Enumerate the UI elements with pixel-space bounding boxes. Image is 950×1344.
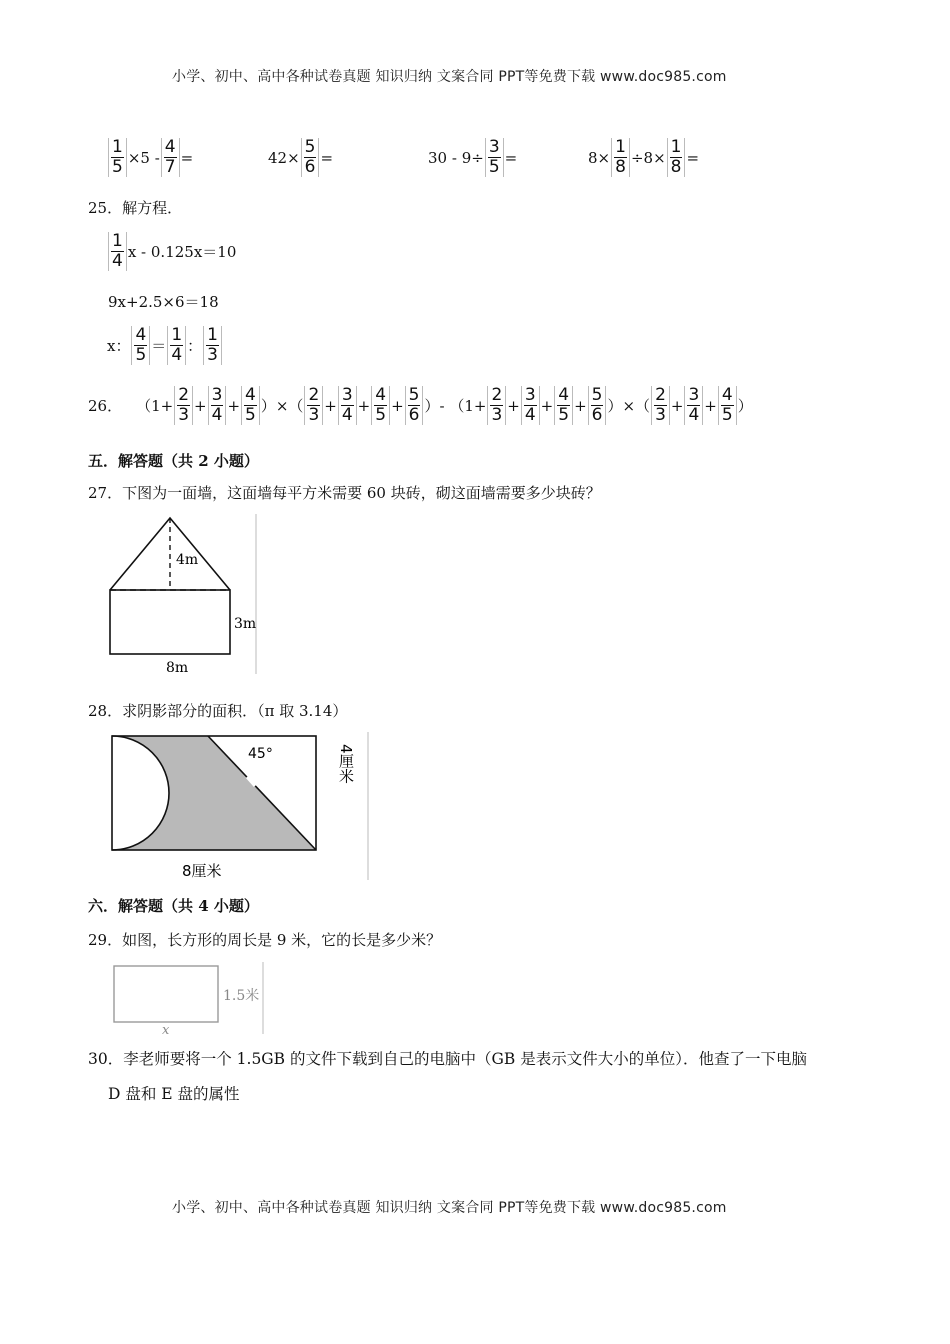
fraction: $\frac{5}{6}$ xyxy=(588,386,607,425)
q27-base-label: 8m xyxy=(166,660,189,676)
calc-expression-2: 42× $\frac{5}{6}$ = xyxy=(268,137,334,177)
fraction: $\frac{2}{3}$ xyxy=(487,386,506,425)
calc-expression-1: $\frac{1}{5}$ ×5 - $\frac{4}{7}$ = xyxy=(107,138,193,177)
q28-base-label: 8厘米 xyxy=(182,862,222,880)
fraction: $\frac{1}{4}$ xyxy=(167,326,186,365)
fraction: $\frac{4}{7}$ xyxy=(161,138,180,177)
q27-wall-figure xyxy=(100,512,270,680)
fraction: $\frac{4}{5}$ xyxy=(241,386,260,425)
q27-text: 27．下图为一面墙，这面墙每平方米需要 60 块砖，砌这面墙需要多少块砖？ xyxy=(88,484,601,502)
q29-text: 29．如图，长方形的周长是 9 米，它的长是多少米？ xyxy=(88,931,442,949)
page-footer: 小学、初中、高中各种试卷真题 知识归纳 文案合同 PPT等免费下载 www.doc985.com xyxy=(172,1200,727,1216)
q29-base-label: x xyxy=(162,1023,170,1036)
fraction: $\frac{4}{5}$ xyxy=(554,386,573,425)
fraction: $\frac{2}{3}$ xyxy=(304,386,323,425)
q28-angle-label: 45° xyxy=(248,746,273,762)
q28-shaded-figure xyxy=(100,730,375,882)
q28-text: 28．求阴影部分的面积．（π 取 3.14） xyxy=(88,702,348,720)
q25-equation-3: x： $\frac{4}{5}$ ＝ $\frac{1}{4}$ ： $\frac{1}{3}$ xyxy=(107,326,223,365)
fraction: $\frac{3}{4}$ xyxy=(684,386,703,425)
fraction: $\frac{5}{6}$ xyxy=(405,386,424,425)
q30-line-2: D 盘和 E 盘的属性 xyxy=(108,1085,240,1103)
q26-expression: 26． （1+ $\frac{2}{3}$ + $\frac{3}{4}$ + $\frac{4}{5}$ ）×（ $\frac{2}{3}$ + $\frac{3}{4}$ + $\frac{4}{5}$ + $\frac{5}{6}$ ）- （1+ $\frac{2}{3}$ + $\frac{3}{4}$ + $\frac{4}{5}$ + $\frac{5}{6}$ ）×（ $\frac{2}{3}$ + $\frac{3}{4}$ + $\frac{4}{5}$ ） xyxy=(88,385,753,425)
fraction: $\frac{1}{8}$ xyxy=(667,138,686,177)
fraction: $\frac{1}{5}$ xyxy=(108,138,127,177)
q27-height-label: 4m xyxy=(176,552,199,568)
calc-expression-4: 8× $\frac{1}{8}$ ÷8× $\frac{1}{8}$ = xyxy=(588,137,700,177)
fraction: $\frac{4}{5}$ xyxy=(371,386,390,425)
fraction: $\frac{2}{3}$ xyxy=(651,386,670,425)
fraction: $\frac{5}{6}$ xyxy=(301,138,320,177)
section-5-heading: 五．解答题（共 2 小题） xyxy=(88,452,259,470)
fraction: $\frac{3}{4}$ xyxy=(521,386,540,425)
calc-expression-3: 30 - 9÷ $\frac{3}{5}$ = xyxy=(428,137,518,177)
section-6-heading: 六．解答题（共 4 小题） xyxy=(88,897,259,915)
q29-rectangle-figure xyxy=(108,960,268,1036)
fraction: $\frac{3}{4}$ xyxy=(338,386,357,425)
q25-equation-2: 9x+2.5×6＝18 xyxy=(108,293,219,311)
fraction: $\frac{3}{5}$ xyxy=(485,138,504,177)
fraction: $\frac{1}{8}$ xyxy=(611,138,630,177)
q27-side-label: 3m xyxy=(234,616,257,632)
q25-title: 25．解方程． xyxy=(88,199,183,217)
q30-line-1: 30．李老师要将一个 1.5GB 的文件下载到自己的电脑中（GB 是表示文件大小的单位）．他查了一下电脑 xyxy=(88,1050,807,1068)
fraction: $\frac{3}{4}$ xyxy=(208,386,227,425)
fraction: $\frac{1}{4}$ xyxy=(108,232,127,271)
fraction: $\frac{2}{3}$ xyxy=(174,386,193,425)
shaded-region xyxy=(112,736,316,850)
page-header: 小学、初中、高中各种试卷真题 知识归纳 文案合同 PPT等免费下载 www.doc985.com xyxy=(172,69,727,85)
fraction: $\frac{4}{5}$ xyxy=(131,326,150,365)
q29-side-label: 1.5米 xyxy=(223,988,260,1004)
q25-equation-1: $\frac{1}{4}$ x - 0.125x＝10 xyxy=(107,232,236,271)
fraction: $\frac{1}{3}$ xyxy=(203,326,222,365)
q28-side-label: 4厘米 xyxy=(337,744,355,784)
fraction: $\frac{4}{5}$ xyxy=(718,386,737,425)
